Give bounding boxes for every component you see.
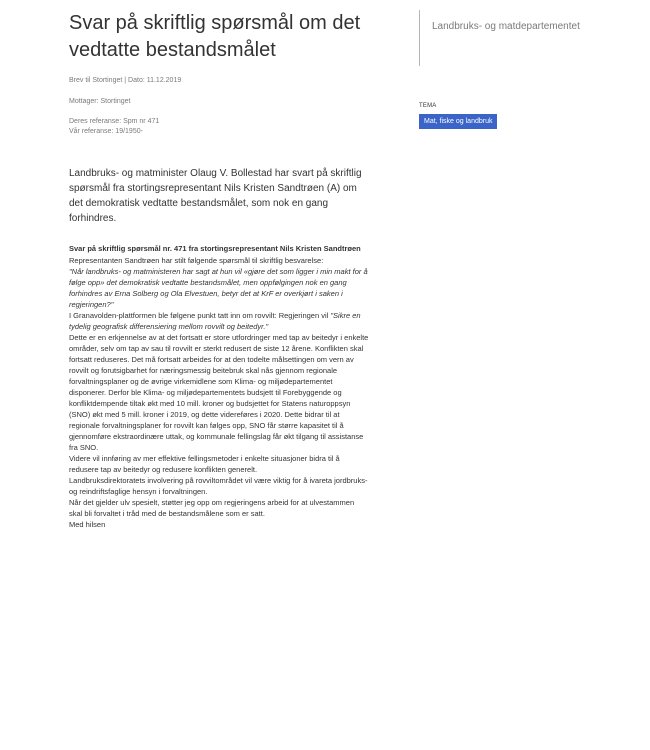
paragraph <box>69 310 369 332</box>
closing-greeting: Med hilsen <box>69 520 106 529</box>
our-reference: Vår referanse: 19/1950- <box>69 128 143 135</box>
article <box>69 0 369 530</box>
paragraph: Når det gjelder ulv spesielt, støtter jeg opp om regjeringens arbeid for at ulvestammen skal bli forvaltet i tråd med de bestandsmålene som er satt. <box>69 498 355 518</box>
document-type-link[interactable]: Brev til Stortinget <box>69 77 123 84</box>
lead-paragraph: Landbruks- og matminister Olaug V. Bollestad har svart på skriftlig spørsmål fra stortingsrepresentant Nils Kristen Sandtrøen (A) om det demokratisk vedtatte bestandsmålet, som nok en gang forhindres. <box>69 168 362 224</box>
recipient: Mottager: Stortinget <box>69 98 131 105</box>
references <box>69 117 369 137</box>
paragraph: Videre vil innføring av mer effektive fellingsmetoder i enkelte situasjoner bidra til å redusere tap av beitedyr og redusere konflikten generelt. <box>69 454 340 474</box>
article-body <box>69 255 369 530</box>
paragraph: Landbruksdirektoratets involvering på rovviltområdet vil være viktig for å ivareta jordbruks- og reindriftsfaglige hensyn i forvaltningen. <box>69 476 368 496</box>
question-quote: "Når landbruks- og matministeren har sagt at hun vil «gjøre det som ligger i min makt for å følge opp» det demokratisk vedtatte bestandsmålet, men oppfølgingen nok en gang forhindres av Erna Solberg og Ola Elvestuen, betyr det at KrF er overkjørt i saken i regjeringen?" <box>69 267 368 309</box>
document-date: Dato: 11.12.2019 <box>128 77 182 84</box>
department-link[interactable]: Landbruks- og matdepartementet <box>419 10 599 66</box>
meta-separator: | <box>124 77 127 84</box>
topic-tag[interactable]: Mat, fiske og landbruk <box>419 114 497 129</box>
meta-line <box>69 76 369 86</box>
section-heading: Svar på skriftlig spørsmål nr. 471 fra stortingsrepresentant Nils Kristen Sandtrøen <box>69 244 361 253</box>
paragraph: Representanten Sandtrøen har stilt følgende spørsmål til skriftlig besvarelse: <box>69 256 324 265</box>
sidebar <box>419 10 599 129</box>
paragraph: Dette er en erkjennelse av at det fortsatt er store utfordringer med tap av beitedyr i enkelte områder, selv om tap av sau til rovvilt er sterkt redusert de siste 12 årene. Konflikten skal fortsatt reduseres. Det må fortsatt arbeides for at den todelte målsettingen om vern av rovvilt og forutsigbarhet for næringsmessig beitebruk skal nås gjennom regionale forvaltningsplaner og de øvrige virkemidlene som Klima- og miljødepartementet disponerer. Derfor ble Klima- og miljødepartementets budsjett til Forebyggende og konfliktdempende tiltak økt med 10 mill. kroner og budsjettet for Statens naturoppsyn (SNO) økt med 5 mill. kroner i 2019, og dette videreføres i 2020. Dette bidrar til at regionale forvaltningsplaner for rovvilt kan følges opp, SNO får større kapasitet til å gjennomføre ekstraordinære uttak, og kommunale fellingslag får økt tilgang til assistanse fra SNO. <box>69 333 369 452</box>
paragraph-text: I Granavolden-plattformen ble følgene punkt tatt inn om rovvilt: Regjeringen vil <box>69 311 331 320</box>
their-reference: Deres referanse: Spm nr 471 <box>69 118 160 125</box>
platform-quote: "Sikre en tydelig geografisk differensiering mellom rovvilt og beitedyr." <box>69 311 361 331</box>
topic-label: TEMA <box>419 103 437 109</box>
page-title: Svar på skriftlig spørsmål om det vedtatte bestandsmålet <box>69 12 361 61</box>
